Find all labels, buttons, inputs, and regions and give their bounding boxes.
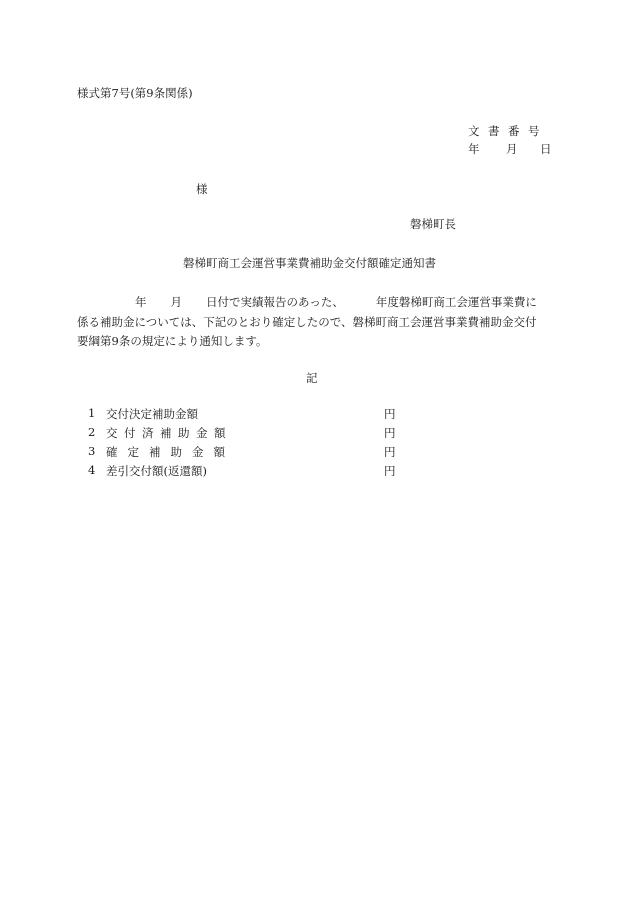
item-number: 4 <box>88 463 96 477</box>
document-title: 磐梯町商工会運営事業費補助金交付額確定通知書 <box>183 256 436 270</box>
body-line-2: 係る補助金については、下記のとおり確定したので、磐梯町商工会運営事業費補助金交付 <box>77 315 537 329</box>
item-unit: 円 <box>384 464 396 478</box>
doc-number-char: 番 <box>508 124 520 138</box>
item-label: 交付決定補助金額 <box>106 407 198 421</box>
item-unit: 円 <box>384 407 396 421</box>
date-line <box>468 141 552 157</box>
item-number: 3 <box>88 444 96 458</box>
item-number: 2 <box>88 425 96 439</box>
date-year: 年 <box>468 142 480 156</box>
date-day: 日 <box>540 142 552 156</box>
doc-number-char: 書 <box>488 124 500 138</box>
body-month-mark: 月 <box>170 295 182 309</box>
body-line1-rest: 日付で実績報告のあった、 <box>206 295 344 309</box>
body-line-1 <box>77 294 537 310</box>
document-number-label <box>468 123 548 139</box>
item-unit: 円 <box>384 426 396 440</box>
item-number: 1 <box>88 406 96 420</box>
item-label: 交付済補助金額 <box>106 426 232 440</box>
form-label: 様式第7号(第9条関係) <box>77 86 193 100</box>
body-year-mark: 年 <box>135 295 147 309</box>
doc-number-char: 号 <box>528 124 540 138</box>
sender-name: 磐梯町長 <box>410 217 456 231</box>
date-month: 月 <box>506 142 518 156</box>
item-unit: 円 <box>384 445 396 459</box>
ki-heading: 記 <box>306 371 318 385</box>
addressee-suffix: 様 <box>196 182 208 196</box>
item-label: 差引交付額(返還額) <box>106 464 207 478</box>
body-line1-tail: 年度磐梯町商工会運営事業費に <box>375 295 537 309</box>
item-label: 確定補助金額 <box>106 445 235 459</box>
body-line-3: 要綱第9条の規定により通知します。 <box>77 334 268 348</box>
doc-number-char: 文 <box>468 124 480 138</box>
